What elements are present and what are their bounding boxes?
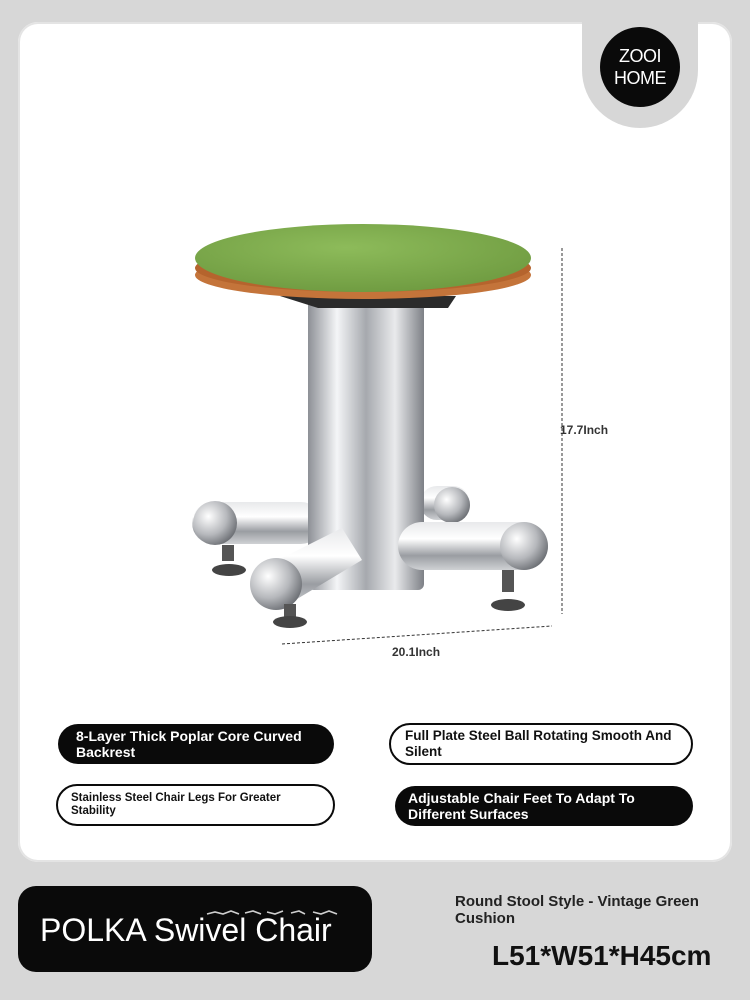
- front-leg-right: [398, 522, 548, 611]
- width-dimension-line: [282, 626, 552, 644]
- feature-text: Adjustable Chair Feet To Adapt To Different Surfaces: [408, 790, 635, 822]
- feature-text: Full Plate Steel Ball Rotating Smooth And Silent: [405, 728, 672, 759]
- height-label: 17.7Inch: [560, 423, 609, 437]
- width-label: 20.1Inch: [392, 645, 441, 659]
- feature-adjustable-feet: [395, 786, 693, 826]
- decorative-scribble: [205, 905, 345, 919]
- brand-line-1: ZOOI: [619, 46, 661, 66]
- feature-text: Stainless Steel Chair Legs For Greater Stability: [71, 792, 281, 817]
- back-leg-right: [420, 486, 470, 523]
- feature-steel-ball: [389, 723, 693, 765]
- product-title-box: [18, 886, 372, 972]
- brand-line-2: HOME: [614, 68, 666, 88]
- product-name: POLKA Swivel Chair: [40, 912, 332, 948]
- feature-steel-legs: [56, 784, 335, 826]
- product-style: Round Stool Style - Vintage Green Cushion: [455, 893, 699, 927]
- product-size: L51*W51*H45cm: [492, 940, 712, 971]
- seat-cushion: [195, 224, 531, 299]
- feature-poplar-core: [58, 724, 334, 764]
- feature-text: 8-Layer Thick Poplar Core Curved Backrest: [76, 728, 302, 760]
